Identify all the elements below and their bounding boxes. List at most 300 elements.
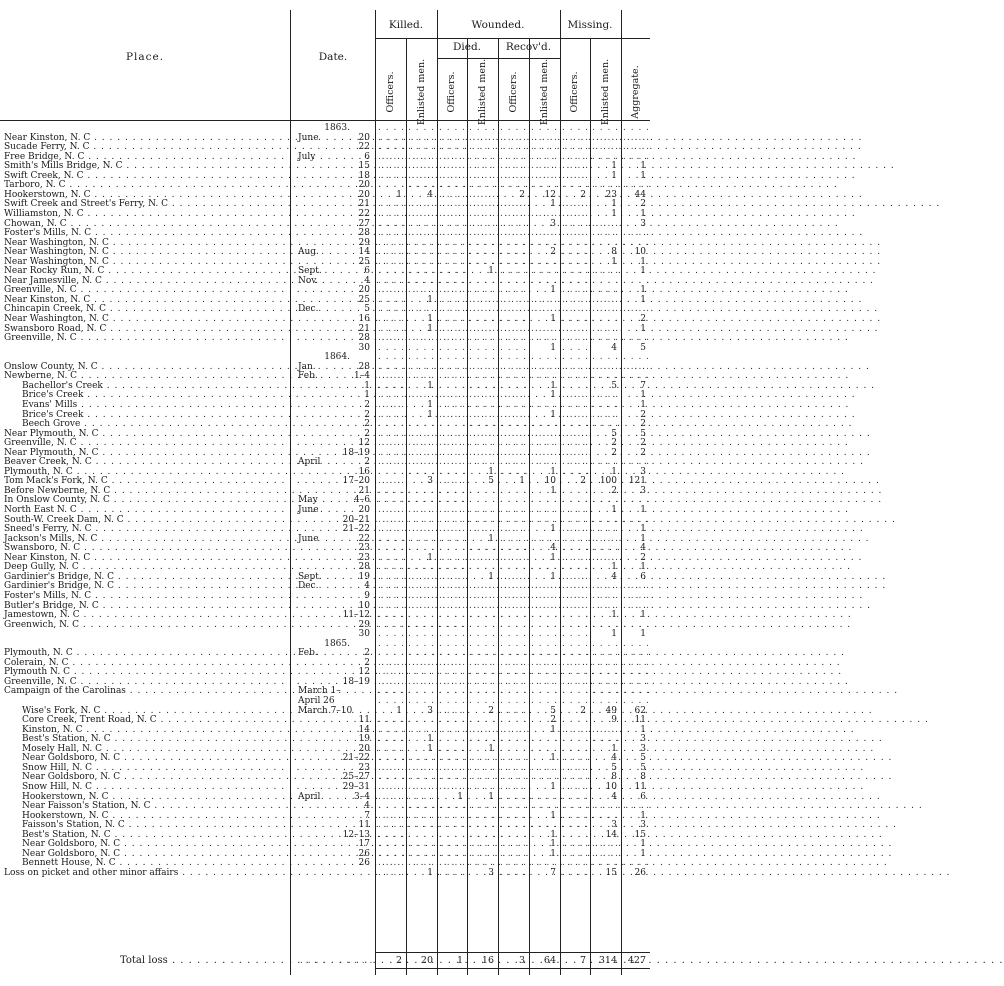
empty-cell: . . . . bbox=[378, 438, 406, 449]
empty-cell: . . . . bbox=[439, 466, 467, 477]
place-cell: Swansboro, N. C . . . bbox=[4, 544, 286, 554]
value-cell: 2 bbox=[640, 314, 646, 324]
empty-cell: . . . . bbox=[378, 543, 406, 554]
empty-cell: . . . . bbox=[408, 533, 436, 544]
place-cell: Hookerstown, N. C . . . bbox=[22, 793, 286, 803]
empty-cell: . . . . bbox=[408, 829, 436, 840]
empty-cell: . . . . bbox=[531, 294, 559, 305]
value-cell: 14 bbox=[605, 829, 617, 840]
place-cell: Foster's Mills, N. C . . . bbox=[4, 592, 286, 602]
date-month: April 26 bbox=[298, 696, 335, 706]
empty-cell: . . . . bbox=[408, 820, 436, 831]
empty-cell: . . . . bbox=[408, 485, 436, 496]
value-cell: 62 bbox=[634, 705, 646, 716]
empty-cell: . . . . bbox=[562, 619, 590, 630]
empty-cell: . . . . bbox=[378, 867, 406, 878]
empty-cell: . . . . bbox=[500, 237, 528, 248]
empty-cell: . . . . bbox=[592, 314, 620, 324]
empty-cell: . . . . bbox=[500, 590, 528, 601]
value-cell: 3 bbox=[640, 218, 646, 229]
empty-cell: . . . . bbox=[378, 648, 406, 659]
empty-cell: . . . . bbox=[562, 342, 590, 353]
value-cell: 1 bbox=[611, 562, 617, 573]
value-cell: 5 bbox=[640, 428, 646, 439]
empty-cell: . . . . bbox=[378, 629, 406, 640]
empty-cell: . . . . bbox=[500, 505, 528, 515]
empty-cell: . . . . bbox=[469, 132, 497, 143]
place-cell: Near Goldsboro, N. C . . . bbox=[22, 754, 286, 764]
empty-cell: . . . . bbox=[592, 696, 620, 706]
empty-cell: . . . . bbox=[439, 552, 467, 563]
date-day: 2 bbox=[364, 409, 370, 420]
empty-cell: . . . . bbox=[531, 505, 559, 515]
empty-cell: . . . . bbox=[562, 867, 590, 878]
place-cell: Near Washington, N. C . . . bbox=[4, 248, 286, 258]
empty-cell: . . . . bbox=[592, 686, 620, 697]
empty-cell: . . . . bbox=[500, 571, 528, 582]
empty-cell: . . . . bbox=[408, 457, 436, 468]
empty-cell: . . . . bbox=[592, 142, 620, 153]
place-cell: Greenville, N. C . . . bbox=[4, 678, 286, 688]
empty-cell: . . . . bbox=[562, 323, 590, 334]
empty-cell: . . . . bbox=[500, 218, 528, 229]
empty-cell: . . . . bbox=[378, 294, 406, 305]
empty-cell: . . . . bbox=[592, 457, 620, 468]
value-cell: 1 bbox=[550, 724, 556, 735]
empty-cell: . . . . bbox=[562, 419, 590, 430]
date-day: 23 bbox=[358, 762, 370, 773]
date-day: 18–19 bbox=[342, 447, 370, 458]
empty-cell: . . . . bbox=[469, 323, 497, 334]
empty-cell: . . . . bbox=[500, 333, 528, 344]
place-cell: Plymouth, N. C . . . bbox=[4, 468, 286, 478]
date-day: 22 bbox=[358, 142, 370, 153]
empty-cell: . . . . bbox=[592, 667, 620, 678]
empty-cell: . . . . bbox=[469, 342, 497, 353]
empty-cell: . . . . bbox=[469, 514, 497, 525]
value-cell: 6 bbox=[640, 571, 646, 582]
empty-cell: . . . . bbox=[469, 581, 497, 592]
empty-cell: . . . . bbox=[378, 858, 406, 869]
value-cell: 8 bbox=[640, 772, 646, 783]
empty-cell: . . . . bbox=[469, 237, 497, 248]
date-day: 21–22 bbox=[342, 524, 370, 535]
value-cell: 1 bbox=[550, 839, 556, 850]
empty-cell: . . . . bbox=[439, 142, 467, 153]
empty-cell: . . . . bbox=[500, 142, 528, 153]
empty-cell: . . . . bbox=[623, 619, 651, 630]
missing-header: Missing. bbox=[567, 19, 613, 31]
empty-cell: . . . . bbox=[439, 371, 467, 382]
died-header: Died. bbox=[452, 41, 482, 53]
value-cell: 2 bbox=[640, 438, 646, 449]
value-cell: 4 bbox=[611, 342, 617, 353]
empty-cell: . . . . bbox=[592, 734, 620, 745]
place-cell: Gardinier's Bridge, N. C . . . bbox=[4, 582, 286, 592]
empty-cell: . . . . bbox=[623, 657, 651, 668]
empty-cell: . . . . bbox=[592, 524, 620, 535]
empty-cell: . . . . bbox=[562, 495, 590, 506]
empty-cell: . . . . bbox=[592, 839, 620, 850]
value-cell: 1 bbox=[611, 610, 617, 621]
date-day: 28 bbox=[358, 361, 370, 372]
empty-cell: . . . . bbox=[592, 514, 620, 525]
empty-cell: . . . . bbox=[500, 275, 528, 286]
empty-cell: . . . . bbox=[500, 409, 528, 420]
empty-cell: . . . . bbox=[408, 590, 436, 601]
empty-cell: . . . . bbox=[592, 848, 620, 859]
date-day: 20 bbox=[358, 132, 370, 143]
place-cell: Sucade Ferry, N. C . . . bbox=[4, 143, 286, 153]
value-cell: 2 bbox=[550, 247, 556, 258]
empty-cell: . . . . bbox=[500, 285, 528, 296]
empty-cell: . . . . bbox=[592, 361, 620, 372]
empty-cell: . . . . bbox=[408, 667, 436, 678]
empty-cell: . . . . bbox=[439, 218, 467, 229]
empty-cell: . . . . bbox=[439, 495, 467, 506]
empty-cell: . . . . bbox=[378, 256, 406, 267]
value-cell: 5 bbox=[640, 342, 646, 353]
empty-cell: . . . . bbox=[439, 571, 467, 582]
empty-cell: . . . . bbox=[439, 457, 467, 468]
empty-cell: . . . . bbox=[408, 619, 436, 630]
empty-cell: . . . . bbox=[439, 638, 467, 649]
value-cell: 5 bbox=[611, 762, 617, 773]
empty-cell: . . . . bbox=[439, 304, 467, 315]
place-cell: Williamston, N. C . . . bbox=[4, 210, 286, 220]
place-cell: Foster's Mills, N. C . . . bbox=[4, 229, 286, 239]
place-cell: Near Goldsboro, N. C . . . bbox=[22, 840, 286, 850]
date-day: 20 bbox=[358, 189, 370, 200]
total-value: 2 bbox=[395, 955, 402, 966]
date-day: 29 bbox=[358, 237, 370, 248]
empty-cell: . . . . bbox=[408, 715, 436, 726]
empty-cell: . . . . bbox=[439, 705, 467, 716]
empty-cell: . . . . bbox=[562, 256, 590, 267]
empty-cell: . . . . bbox=[439, 275, 467, 286]
empty-cell: . . . . bbox=[378, 352, 406, 363]
place-cell: Wise's Fork, N. C . . . bbox=[22, 707, 286, 717]
empty-cell: . . . . bbox=[531, 638, 559, 649]
empty-cell: . . . . bbox=[439, 829, 467, 840]
value-cell: 44 bbox=[634, 189, 646, 200]
empty-cell: . . . . bbox=[500, 457, 528, 468]
empty-cell: . . . . bbox=[408, 237, 436, 248]
empty-cell: . . . . bbox=[469, 753, 497, 764]
date-day: 4 bbox=[364, 275, 370, 286]
place-cell: Plymouth N. C . . . bbox=[4, 668, 286, 678]
value-cell: 2 bbox=[640, 552, 646, 563]
empty-cell: . . . . bbox=[592, 333, 620, 344]
empty-cell: . . . . bbox=[378, 839, 406, 850]
empty-cell: . . . . bbox=[408, 123, 436, 133]
empty-cell: . . . . bbox=[408, 801, 436, 812]
empty-cell: . . . . bbox=[500, 743, 528, 754]
empty-cell: . . . . bbox=[469, 485, 497, 496]
empty-cell: . . . . bbox=[562, 285, 590, 296]
value-cell: 1 bbox=[611, 170, 617, 181]
empty-cell: . . . . bbox=[469, 142, 497, 153]
place-cell: Tarboro, N. C . . . bbox=[4, 181, 286, 191]
date-day: 2 bbox=[364, 399, 370, 410]
empty-cell: . . . . bbox=[408, 285, 436, 296]
empty-cell: . . . . bbox=[500, 151, 528, 162]
place-cell: Near Washington, N. C . . . bbox=[4, 315, 286, 325]
empty-cell: . . . . bbox=[408, 161, 436, 172]
empty-cell: . . . . bbox=[562, 485, 590, 496]
empty-cell: . . . . bbox=[562, 170, 590, 181]
place-cell: Onslow County, N. C . . . bbox=[4, 363, 286, 373]
place-cell: Best's Station, N. C . . . bbox=[22, 831, 286, 841]
empty-cell: . . . . bbox=[500, 772, 528, 783]
empty-cell: . . . . bbox=[378, 743, 406, 754]
empty-cell: . . . . bbox=[562, 314, 590, 324]
empty-cell: . . . . bbox=[531, 610, 559, 621]
value-cell: 1 bbox=[550, 390, 556, 401]
place-cell: Butler's Bridge, N. C . . . bbox=[4, 602, 286, 612]
date-day: 10 bbox=[358, 600, 370, 611]
empty-cell: . . . . bbox=[469, 600, 497, 611]
empty-cell: . . . . bbox=[562, 657, 590, 668]
empty-cell: . . . . bbox=[592, 810, 620, 821]
empty-cell: . . . . bbox=[439, 667, 467, 678]
empty-cell: . . . . bbox=[439, 686, 467, 697]
empty-cell: . . . . bbox=[378, 791, 406, 802]
value-cell: 7 bbox=[640, 380, 646, 391]
empty-cell: . . . . bbox=[500, 256, 528, 267]
empty-cell: . . . . bbox=[623, 237, 651, 248]
empty-cell: . . . . bbox=[469, 839, 497, 850]
date-month: June bbox=[298, 132, 319, 143]
empty-cell: . . . . bbox=[469, 667, 497, 678]
date-month: Feb. bbox=[298, 648, 318, 659]
value-cell: 3 bbox=[640, 466, 646, 477]
date-day: 19 bbox=[358, 734, 370, 745]
place-cell: Campaign of the Carolinas . . . bbox=[4, 687, 286, 697]
empty-cell: . . . . bbox=[500, 657, 528, 668]
empty-cell: . . . . bbox=[378, 552, 406, 563]
empty-cell: . . . . bbox=[378, 170, 406, 181]
empty-cell: . . . . bbox=[439, 180, 467, 191]
total-rule bbox=[375, 968, 650, 969]
empty-cell: . . . . bbox=[378, 323, 406, 334]
empty-cell: . . . . bbox=[378, 123, 406, 133]
empty-cell: . . . . bbox=[439, 476, 467, 487]
empty-cell: . . . . bbox=[408, 352, 436, 363]
empty-cell: . . . . bbox=[378, 495, 406, 506]
empty-cell: . . . . bbox=[469, 772, 497, 783]
value-cell: 3 bbox=[488, 867, 494, 878]
value-cell: 4 bbox=[640, 543, 646, 554]
date-day: 28 bbox=[358, 333, 370, 344]
place-cell: Mosely Hall, N. C . . . bbox=[22, 745, 286, 755]
empty-cell: . . . . bbox=[469, 447, 497, 458]
empty-cell: . . . . bbox=[469, 734, 497, 745]
value-cell: 2 bbox=[640, 419, 646, 430]
empty-cell: . . . . bbox=[562, 686, 590, 697]
place-cell: North East N. C . . . bbox=[4, 506, 286, 516]
empty-cell: . . . . bbox=[562, 161, 590, 172]
empty-cell: . . . . bbox=[500, 638, 528, 649]
empty-cell: . . . . bbox=[378, 342, 406, 353]
empty-cell: . . . . bbox=[562, 676, 590, 687]
place-cell: Gardinier's Bridge, N. C . . . bbox=[4, 573, 286, 583]
empty-cell: . . . . bbox=[378, 848, 406, 859]
empty-cell: . . . . bbox=[500, 562, 528, 573]
empty-cell: . . . . bbox=[378, 600, 406, 611]
empty-cell: . . . . bbox=[562, 380, 590, 391]
date-month: Jan. bbox=[298, 361, 316, 372]
empty-cell: . . . . bbox=[531, 361, 559, 372]
empty-cell: . . . . bbox=[378, 275, 406, 286]
empty-cell: . . . . bbox=[378, 218, 406, 229]
empty-cell: . . . . bbox=[378, 409, 406, 420]
empty-cell: . . . . bbox=[408, 791, 436, 802]
total-label: Total loss . . . bbox=[120, 954, 286, 968]
date-day: 25–27 bbox=[342, 772, 370, 783]
empty-cell: . . . . bbox=[469, 161, 497, 172]
date-day: 2 bbox=[364, 428, 370, 439]
empty-cell: . . . . bbox=[378, 457, 406, 468]
empty-cell: . . . . bbox=[439, 753, 467, 764]
date-day: 12 bbox=[358, 438, 370, 449]
value-cell: 2 bbox=[611, 447, 617, 458]
empty-cell: . . . . bbox=[439, 762, 467, 773]
value-cell: 2 bbox=[580, 476, 586, 487]
date-month: May bbox=[298, 495, 318, 506]
empty-cell: . . . . bbox=[378, 590, 406, 601]
empty-cell: . . . . bbox=[469, 275, 497, 286]
empty-cell: . . . . bbox=[439, 170, 467, 181]
value-cell: 4 bbox=[550, 543, 556, 554]
empty-cell: . . . . bbox=[623, 600, 651, 611]
value-cell: 10 bbox=[634, 247, 646, 258]
table-row bbox=[0, 869, 650, 879]
empty-cell: . . . . bbox=[592, 228, 620, 239]
empty-cell: . . . . bbox=[531, 161, 559, 172]
value-cell: 1 bbox=[427, 867, 433, 878]
empty-cell: . . . . bbox=[469, 361, 497, 372]
empty-cell: . . . . bbox=[500, 600, 528, 611]
empty-cell: . . . . bbox=[623, 457, 651, 468]
empty-cell: . . . . bbox=[408, 275, 436, 286]
empty-cell: . . . . bbox=[531, 600, 559, 611]
date-day: 26 bbox=[358, 858, 370, 869]
empty-cell: . . . . bbox=[378, 696, 406, 706]
place-cell: Loss on picket and other minor affairs . . . bbox=[4, 869, 286, 879]
date-month: April bbox=[298, 457, 321, 468]
empty-cell: . . . . bbox=[500, 781, 528, 792]
value-cell: 15 bbox=[634, 829, 646, 840]
value-cell: 1 bbox=[396, 705, 402, 716]
year-heading: 1865. bbox=[324, 638, 350, 649]
value-cell: 1 bbox=[640, 399, 646, 410]
empty-cell: . . . . bbox=[408, 256, 436, 267]
empty-cell: . . . . bbox=[408, 142, 436, 153]
column-header: Enlisted men. bbox=[599, 58, 611, 126]
date-day: 25 bbox=[358, 294, 370, 305]
empty-cell: . . . . bbox=[378, 781, 406, 792]
date-day: 14 bbox=[358, 247, 370, 258]
value-cell: 1 bbox=[457, 791, 463, 802]
empty-cell: . . . . bbox=[562, 667, 590, 678]
empty-cell: . . . . bbox=[378, 237, 406, 248]
empty-cell: . . . . bbox=[562, 132, 590, 143]
empty-cell: . . . . bbox=[500, 686, 528, 697]
empty-cell: . . . . bbox=[469, 810, 497, 821]
empty-cell: . . . . bbox=[500, 208, 528, 219]
empty-cell: . . . . bbox=[469, 371, 497, 382]
empty-cell: . . . . bbox=[592, 399, 620, 410]
date-day: 26 bbox=[358, 848, 370, 859]
empty-cell: . . . . bbox=[592, 304, 620, 315]
empty-cell: . . . . bbox=[500, 839, 528, 850]
place-cell: South-W. Creek Dam, N. C . . . bbox=[4, 516, 286, 526]
column-header: Enlisted men. bbox=[476, 58, 488, 126]
value-cell: 1 bbox=[640, 724, 646, 735]
value-cell: 1 bbox=[427, 314, 433, 324]
place-cell: Best's Station, N. C . . . bbox=[22, 735, 286, 745]
date-day: 7 bbox=[364, 810, 370, 821]
value-cell: 3 bbox=[640, 485, 646, 496]
empty-cell: . . . . bbox=[562, 781, 590, 792]
empty-cell: . . . . bbox=[623, 123, 651, 133]
value-cell: 1 bbox=[640, 390, 646, 401]
empty-cell: . . . . bbox=[439, 314, 467, 324]
value-cell: 11 bbox=[634, 715, 646, 726]
empty-cell: . . . . bbox=[592, 132, 620, 143]
empty-cell: . . . . bbox=[500, 514, 528, 525]
empty-cell: . . . . bbox=[562, 266, 590, 277]
empty-cell: . . . . bbox=[500, 199, 528, 210]
empty-cell: . . . . bbox=[562, 629, 590, 640]
empty-cell: . . . . bbox=[562, 390, 590, 401]
date-month: June bbox=[298, 533, 319, 544]
empty-cell: . . . . bbox=[439, 715, 467, 726]
empty-cell: . . . . bbox=[469, 696, 497, 706]
empty-cell: . . . . bbox=[562, 648, 590, 659]
empty-cell: . . . . bbox=[469, 858, 497, 869]
empty-cell: . . . . bbox=[531, 791, 559, 802]
total-value: 314 bbox=[598, 955, 617, 966]
empty-cell: . . . . bbox=[562, 228, 590, 239]
empty-cell: . . . . bbox=[531, 208, 559, 219]
empty-cell: . . . . bbox=[439, 648, 467, 659]
empty-cell: . . . . bbox=[439, 839, 467, 850]
empty-cell: . . . . bbox=[500, 342, 528, 353]
empty-cell: . . . . bbox=[469, 524, 497, 535]
empty-cell: . . . . bbox=[408, 839, 436, 850]
empty-cell: . . . . bbox=[439, 848, 467, 859]
empty-cell: . . . . bbox=[500, 867, 528, 878]
empty-cell: . . . . bbox=[623, 648, 651, 659]
empty-cell: . . . . bbox=[408, 228, 436, 239]
date-month: Sept. bbox=[298, 266, 322, 277]
value-cell: 10 bbox=[544, 476, 556, 487]
empty-cell: . . . . bbox=[562, 638, 590, 649]
empty-cell: . . . . bbox=[500, 228, 528, 239]
empty-cell: . . . . bbox=[562, 820, 590, 831]
value-cell: 1 bbox=[550, 342, 556, 353]
empty-cell: . . . . bbox=[500, 724, 528, 735]
empty-cell: . . . . bbox=[531, 266, 559, 277]
empty-cell: . . . . bbox=[562, 438, 590, 449]
place-cell: Greenwich, N. C . . . bbox=[4, 621, 286, 631]
empty-cell: . . . . bbox=[378, 715, 406, 726]
empty-cell: . . . . bbox=[500, 485, 528, 496]
empty-cell: . . . . bbox=[531, 801, 559, 812]
empty-cell: . . . . bbox=[378, 380, 406, 391]
